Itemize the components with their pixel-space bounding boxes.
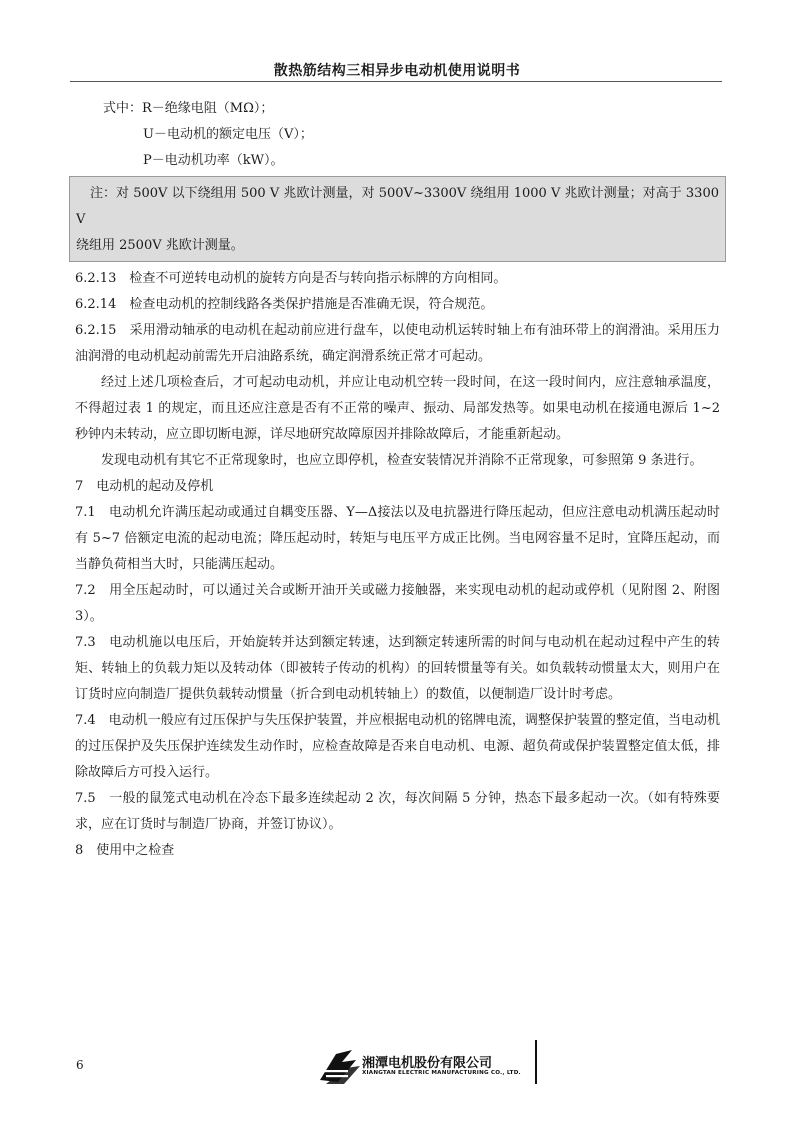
document-body <box>75 96 720 864</box>
logo-divider <box>535 1040 537 1084</box>
note-line-2: 绕组用 2500V 兆欧计测量。 <box>76 238 244 253</box>
section-6-2-14: 6.2.14 检查电动机的控制线路各类保护措施是否准确无误，符合规范。 <box>75 297 494 312</box>
paragraph-post-inspection: 经过上述几项检查后，才可起动电动机，并应让电动机空转一段时间，在这一段时间内，应注意轴承温度，不得超过表 1 的规定，而且还应注意是否有不正常的噪声、振动、局部发热等。如果电动机在接通电源后 1~2 秒钟内未转动，应立即切断电源，详尽地研究故障原因并排除故障后，才能重新起动。 <box>75 375 720 442</box>
heading-section-8: 8 使用中之检查 <box>75 843 175 858</box>
section-7-4: 7.4 电动机一般应有过压保护与失压保护装置，并应根据电动机的铭牌电流，调整保护装置的整定值，当电动机的过压保护及失压保护连续发生动作时，应检查故障是否来自电动机、电源、超负荷或保护装置整定值太低，排除故障后方可投入运行。 <box>75 713 720 780</box>
note-line-1: 注：对 500V 以下绕组用 500 V 兆欧计测量，对 500V~3300V 绕组用 1000 V 兆欧计测量；对高于 3300V <box>76 186 719 227</box>
section-7-5: 7.5 一般的鼠笼式电动机在冷态下最多连续起动 2 次，每次间隔 5 分钟，热态下最多起动一次。（如有特殊要求，应在订货时与制造厂协商，并签订协议）。 <box>75 791 720 832</box>
section-7-2: 7.2 用全压起动时，可以通过关合或断开油开关或磁力接触器，来实现电动机的起动或停机（见附图 2、附图 3）。 <box>75 583 720 624</box>
section-7-3: 7.3 电动机施以电压后，开始旋转并达到额定转速，达到额定转速所需的时间与电动机在起动过程中产生的转矩、转轴上的负载力矩以及转动体（即被转子传动的机构）的回转惯量等有关。如负载转动惯量太大，则用户在订货时应向制造厂提供负载转动惯量（折合到电动机转轴上）的数值，以便制造厂设计时考虑。 <box>75 635 720 702</box>
company-name-en: XIANGTAN ELECTRIC MANUFACTURING CO., LTD. <box>362 1070 521 1076</box>
section-7-1: 7.1 电动机允许满压起动或通过自耦变压器、Y—Δ接法以及电抗器进行降压起动，但应注意电动机满压起动时有 5~7 倍额定电流的起动电流；降压起动时，转矩与电压平方成正比例。当电网容量不足时，宜降压起动，而当静负荷相当大时，只能满压起动。 <box>75 505 720 572</box>
formula-p-definition: P－电动机功率（kW）。 <box>143 153 284 168</box>
note-box <box>69 176 726 262</box>
section-6-2-13: 6.2.13 检查不可逆转电动机的旋转方向是否与转向指示标牌的方向相同。 <box>75 271 507 286</box>
document-header-title: 散热筋结构三相异步电动机使用说明书 <box>273 63 521 79</box>
section-6-2-15: 6.2.15 采用滑动轴承的电动机在起动前应进行盘车，以使电动机运转时轴上布有油环带上的润滑油。采用压力油润滑的电动机起动前需先开启油路系统，确定润滑系统正常才可起动。 <box>75 323 720 364</box>
header-divider <box>70 81 722 82</box>
heading-section-7: 7 电动机的起动及停机 <box>75 479 214 494</box>
formula-u-definition: U－电动机的额定电压（V）； <box>143 127 313 142</box>
page-number: 6 <box>76 1058 84 1072</box>
paragraph-abnormal-stop: 发现电动机有其它不正常现象时，也应立即停机，检查安装情况并消除不正常现象，可参照第 9 条进行。 <box>101 453 703 468</box>
formula-lead: 式中：R－绝缘电阻（MΩ）； <box>103 101 274 116</box>
company-name-cn: 湘潭电机股份有限公司 <box>362 1056 493 1071</box>
